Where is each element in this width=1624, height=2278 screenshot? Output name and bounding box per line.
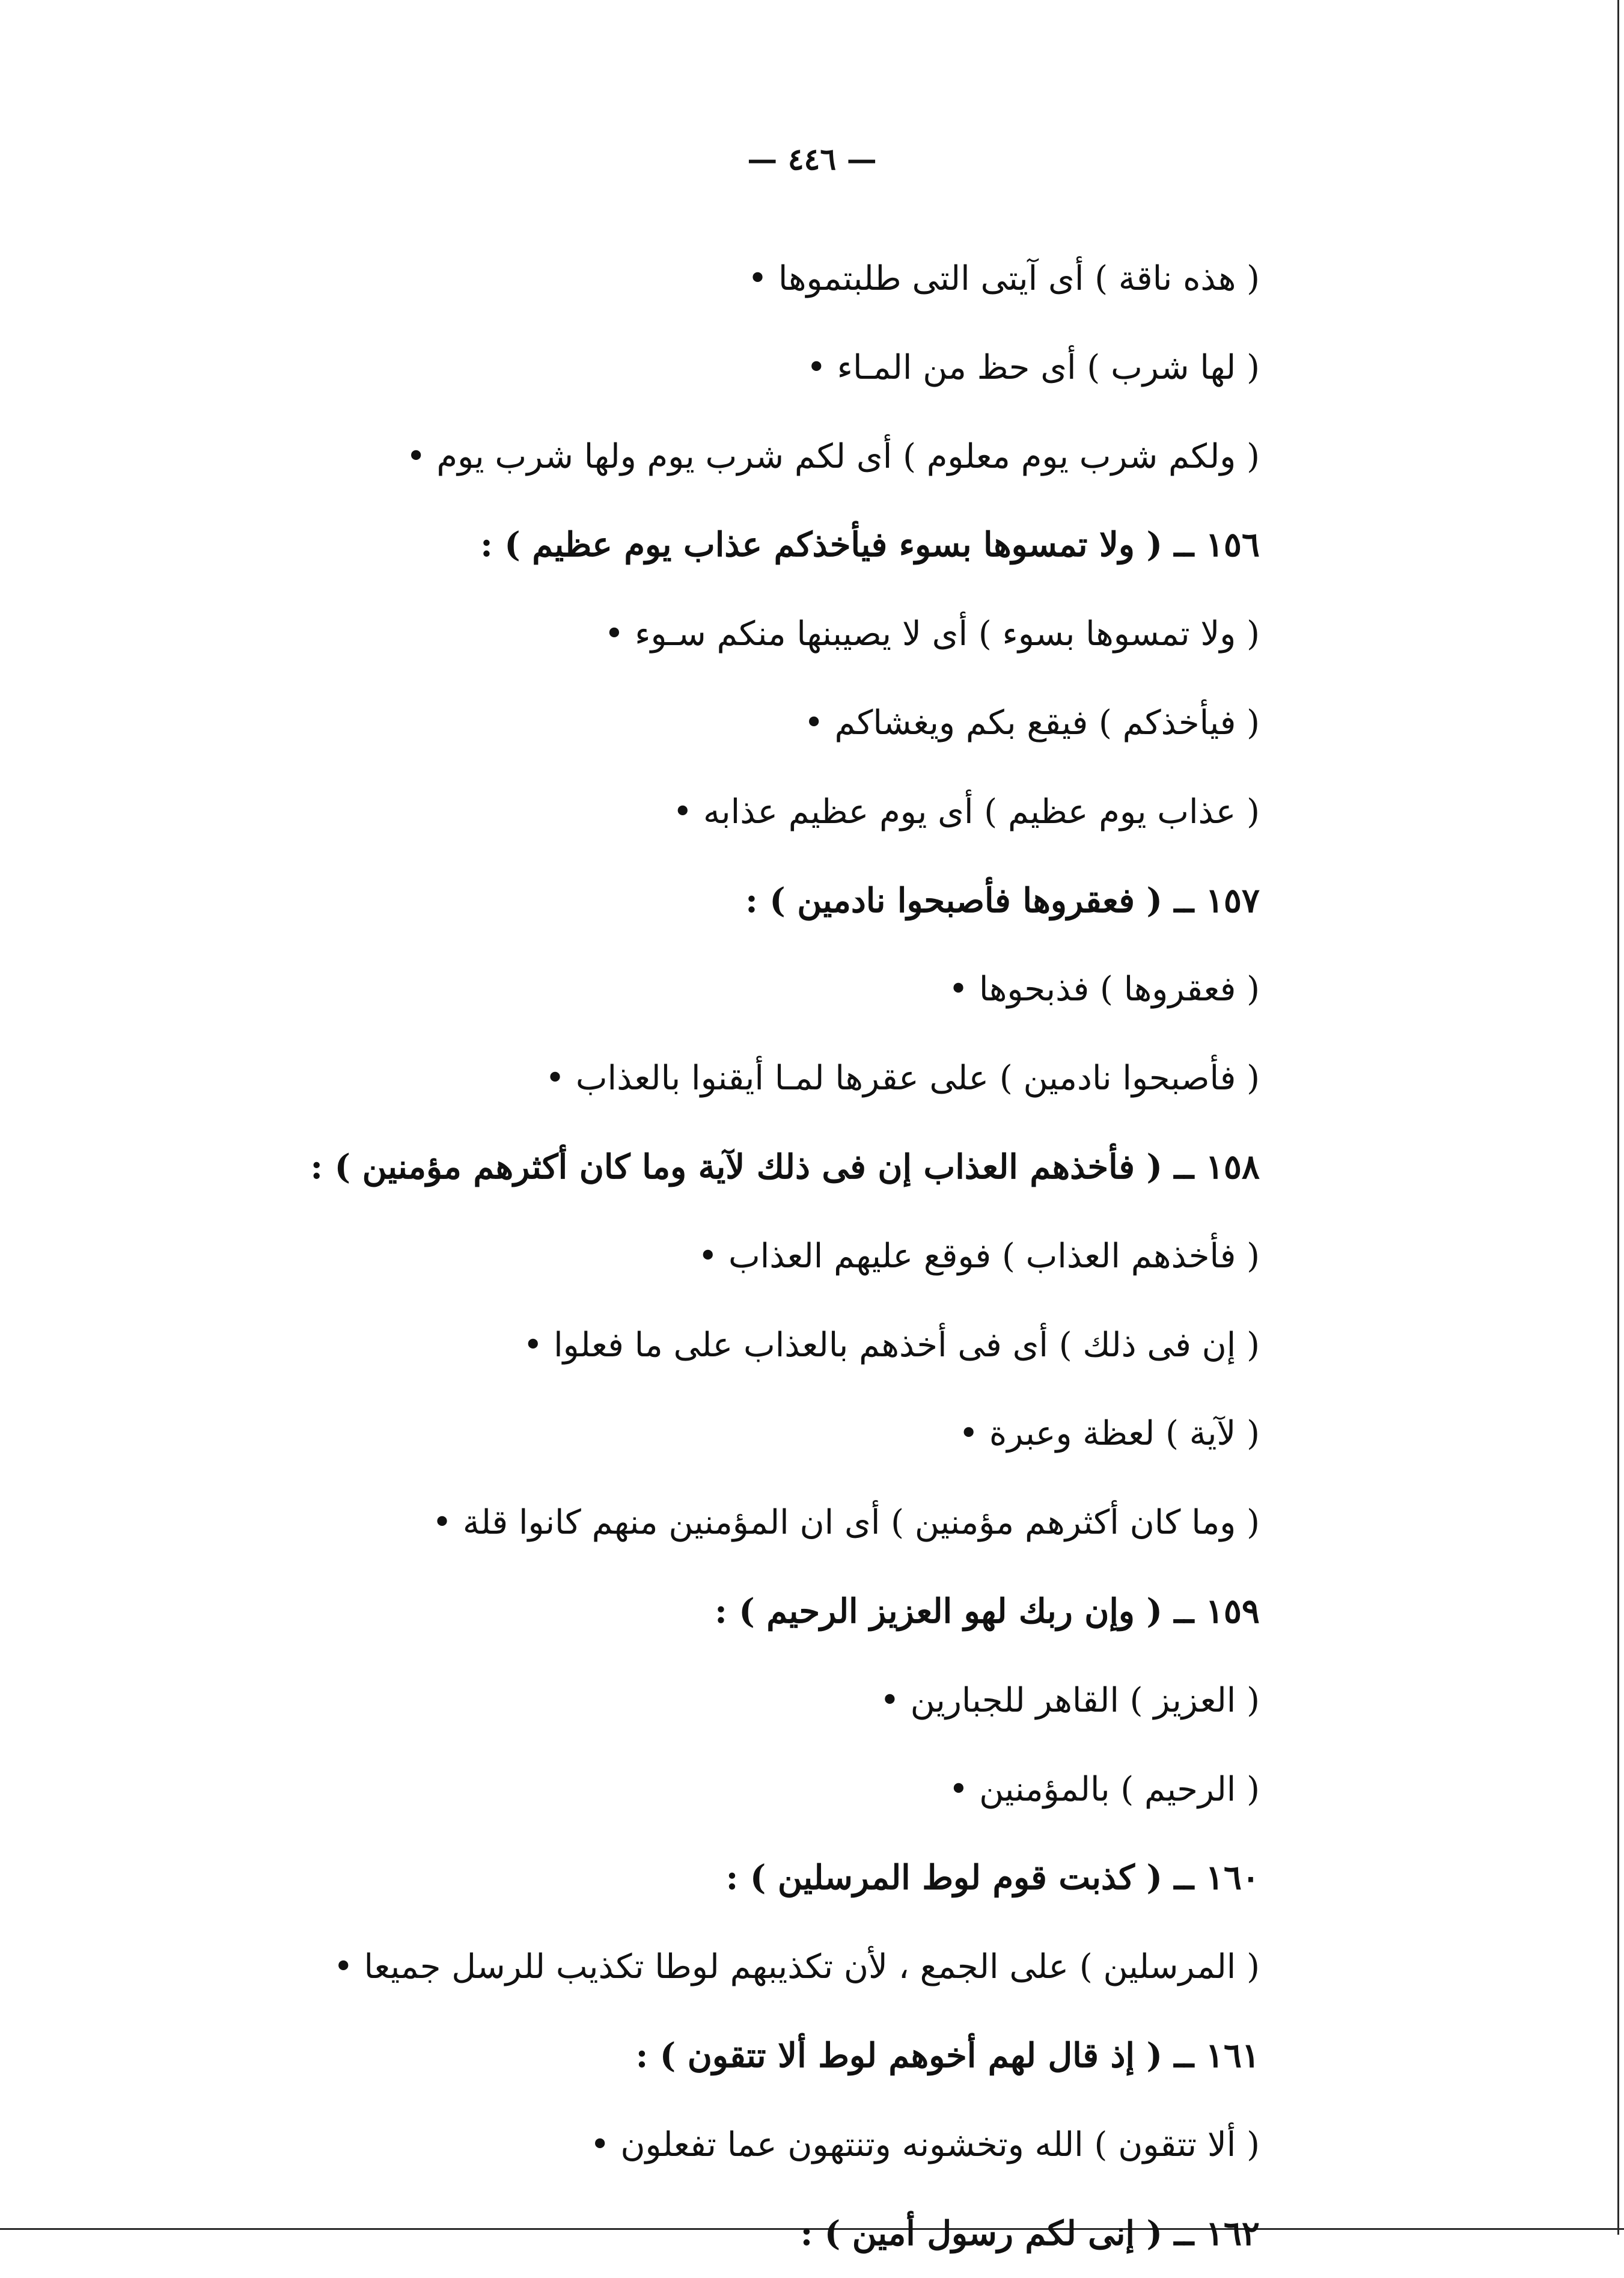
text-line: ( ولكم شرب يوم معلوم ) أى لكم شرب يوم ولها شرب يوم • xyxy=(406,436,1260,476)
verse-heading-156: ١٥٦ ــ ( ولا تمسوها بسوء فيأخذكم عذاب يوم عظيم ) : xyxy=(480,525,1260,565)
page-number: — ٤٤٦ — xyxy=(747,141,877,177)
text-line: ( عذاب يوم عظيم ) أى يوم عظيم عذابه • xyxy=(673,792,1260,831)
text-line: ( فعقروها ) فذبحوها • xyxy=(948,970,1260,1009)
text-line: ( وما كان أكثرهم مؤمنين ) أى ان المؤمنين منهم كانوا قلة • xyxy=(432,1503,1260,1543)
verse-heading-161: ١٦١ ــ ( إذ قال لهم أخوهم لوط ألا تتقون ) : xyxy=(635,2035,1260,2075)
text-line: ( فأصبحوا نادمين ) على عقرها لمـا أيقنوا بالعذاب • xyxy=(545,1059,1260,1098)
text-line: ( ولا تمسوها بسوء ) أى لا يصيبنها منكم سـوء • xyxy=(604,614,1260,654)
text-line: ( العزيز ) القاهر للجبارين • xyxy=(879,1680,1260,1720)
verse-heading-159: ١٥٩ ــ ( وإن ربك لهو العزيز الرحيم ) : xyxy=(715,1591,1260,1631)
text-body xyxy=(180,234,1260,2278)
text-line: ( لآية ) لعظة وعبرة • xyxy=(959,1414,1260,1454)
text-line: ( هذه ناقة ) أى آيتى التى طلبتموها • xyxy=(748,259,1260,298)
text-line: ( فأخذهم العذاب ) فوقع عليهم العذاب • xyxy=(698,1236,1260,1276)
scan-border-right xyxy=(1617,0,1619,2235)
text-line: ( لها شرب ) أى حظ من المـاء • xyxy=(806,348,1260,387)
verse-heading-160: ١٦٠ ــ ( كذبت قوم لوط المرسلين ) : xyxy=(725,1858,1260,1898)
text-line: ( الرحيم ) بالمؤمنين • xyxy=(948,1769,1260,1809)
text-line: ( المرسلين ) على الجمع ، لأن تكذيبهم لوطا تكذيب للرسل جميعا • xyxy=(333,1947,1260,1987)
text-line: ( إن فى ذلك ) أى فى أخذهم بالعذاب على ما فعلوا • xyxy=(523,1325,1260,1365)
verse-heading-158: ١٥٨ ــ ( فأخذهم العذاب إن فى ذلك لآية وما كان أكثرهم مؤمنين ) : xyxy=(310,1147,1260,1187)
text-line: ( فيأخذكم ) فيقع بكم ويغشاكم • xyxy=(804,703,1260,742)
text-line: ( ألا تتقون ) الله وتخشونه وتنتهون عما تفعلون • xyxy=(590,2125,1260,2164)
verse-heading-162: ١٦٢ ــ ( إنى لكم رسول أمين ) : xyxy=(800,2213,1260,2253)
verse-heading-157: ١٥٧ ــ ( فعقروها فأصبحوا نادمين ) : xyxy=(745,880,1260,920)
